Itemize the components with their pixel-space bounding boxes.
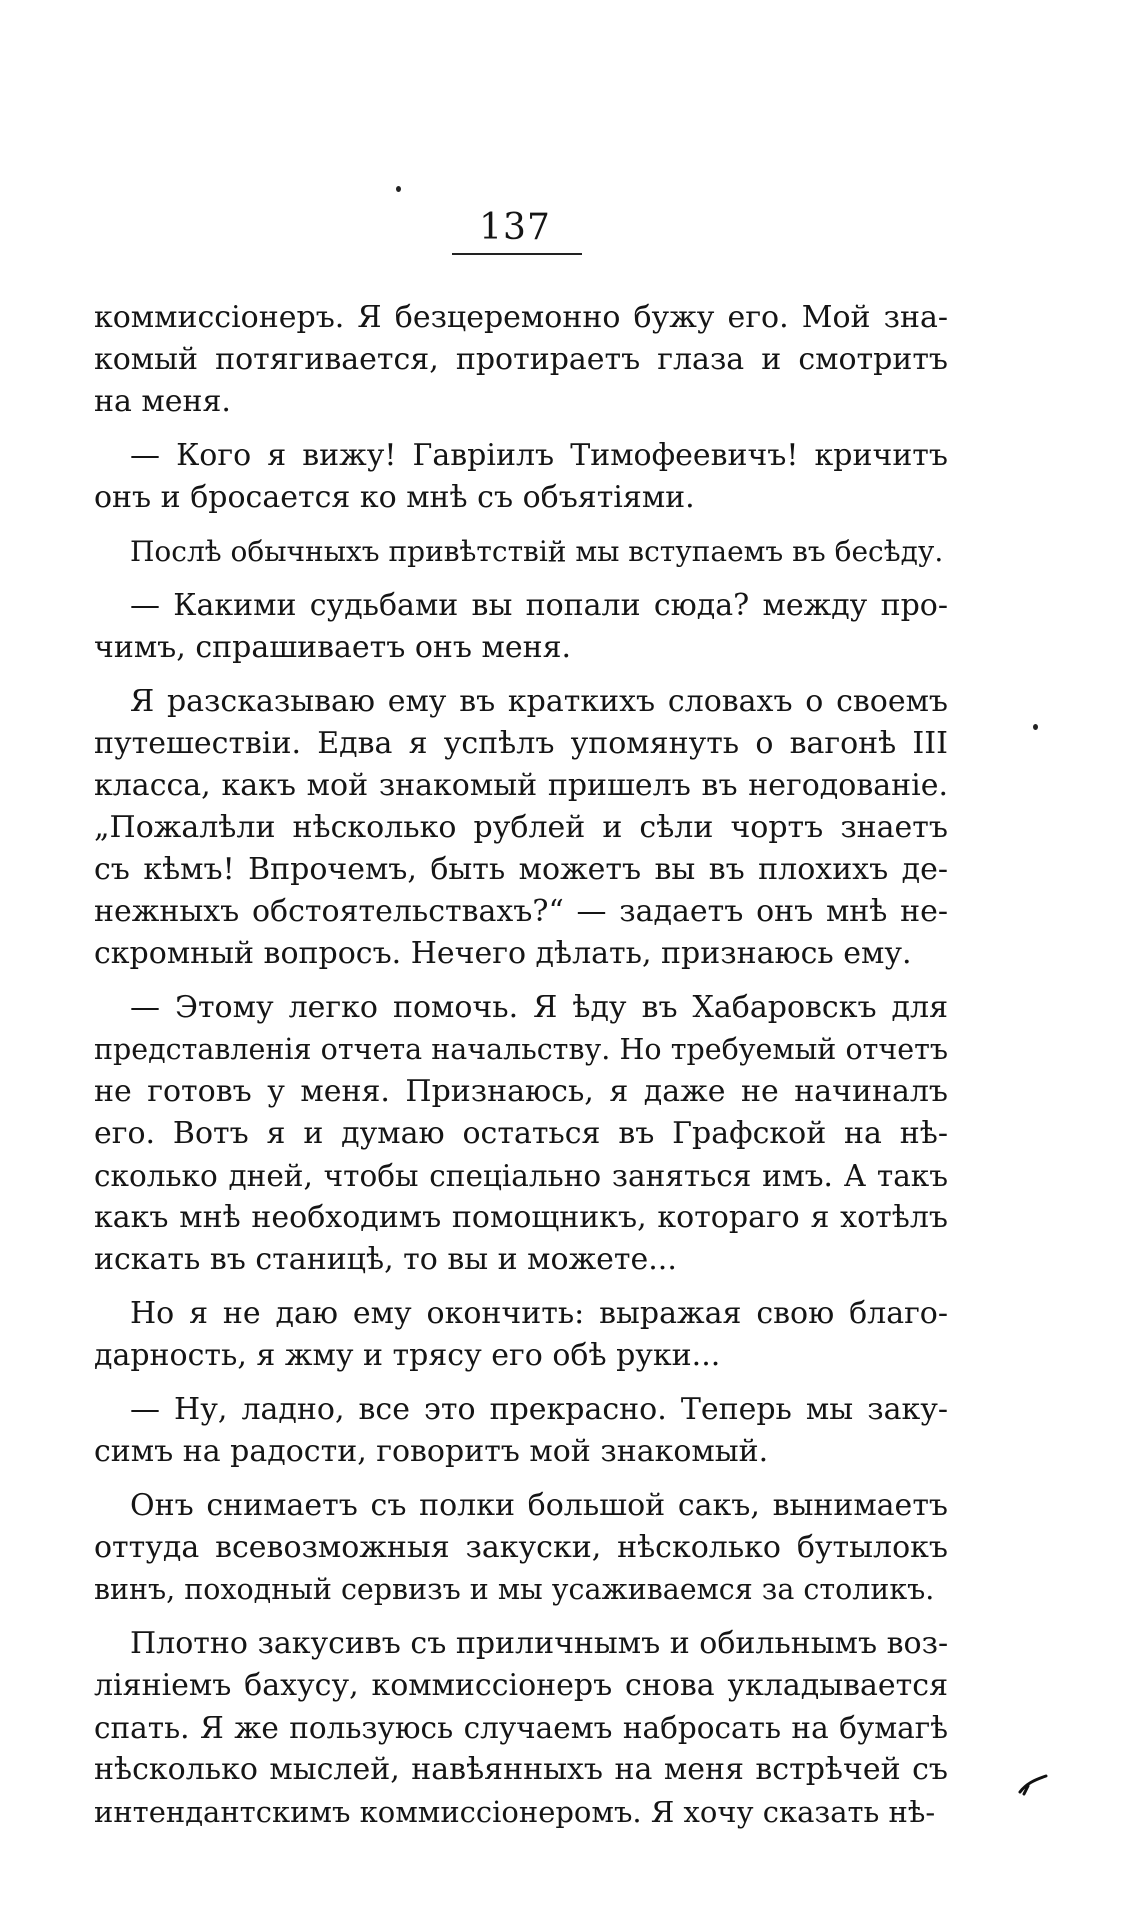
text-line: — Кого я вижу! Гавріилъ Тимофеевичъ! кричитъ [130, 438, 948, 473]
text-line: — Какими судьбами вы попали сюда? между про- [130, 588, 948, 623]
text-line: винъ, походный сервизъ и мы усаживаемся за столикъ. [94, 1573, 935, 1606]
text-line: комый потягивается, протираетъ глаза и смотритъ [94, 342, 948, 377]
text-line: Онъ снимаетъ съ полки большой сакъ, вынимаетъ [130, 1488, 948, 1523]
text-line: не готовъ у меня. Признаюсь, я даже не начиналъ [94, 1074, 948, 1109]
text-line: Но я не даю ему окончить: выражая свою благо- [130, 1296, 948, 1331]
text-line: „Пожалѣли нѣсколько рублей и сѣли чортъ знаетъ [94, 810, 948, 845]
text-line: его. Вотъ я и думаю остаться въ Графской на нѣ- [94, 1116, 948, 1151]
text-line: нежныхъ обстоятельствахъ?“ — задаетъ онъ мнѣ не- [94, 894, 948, 929]
text-line: Я разсказываю ему въ краткихъ словахъ о своемъ [130, 684, 948, 719]
text-line: нѣсколько мыслей, навѣянныхъ на меня встрѣчей съ [94, 1752, 948, 1787]
text-line: — Ну, ладно, все это прекрасно. Теперь мы заку- [130, 1392, 948, 1427]
text-line: дарность, я жму и трясу его обѣ руки... [94, 1338, 721, 1373]
pencil-mark-icon [1018, 1772, 1048, 1796]
paragraph-gap [94, 1473, 948, 1485]
paragraph-gap [94, 975, 948, 987]
text-line: интендантскимъ коммиссіонеромъ. Я хочу сказать нѣ- [94, 1795, 936, 1829]
ink-speck [396, 186, 401, 192]
text-line: съ кѣмъ! Впрочемъ, быть можетъ вы въ плохихъ де- [94, 852, 948, 887]
text-line: Послѣ обычныхъ привѣтствій мы вступаемъ въ бесѣду. [130, 535, 944, 568]
page-number: 137 [479, 207, 551, 248]
text-line: сколько дней, чтобы спеціально заняться имъ. А такъ [94, 1159, 948, 1193]
paragraph-gap [94, 1281, 948, 1293]
text-line: ліяніемъ бахусу, коммиссіонеръ снова укладывается [94, 1668, 948, 1703]
paragraph-gap [94, 1377, 948, 1389]
text-line: коммиссіонеръ. Я безцеремонно бужу его. Мой зна- [94, 300, 948, 335]
text-line: онъ и бросается ко мнѣ съ объятіями. [94, 480, 695, 515]
text-line: скромный вопросъ. Нечего дѣлать, признаюсь ему. [94, 936, 912, 971]
paragraph-gap [94, 1611, 948, 1623]
text-line: представленія отчета начальству. Но требуемый отчетъ [94, 1033, 948, 1066]
paragraph-gap [94, 573, 948, 585]
text-line: какъ мнѣ необходимъ помощникъ, котораго я хотѣлъ [94, 1200, 948, 1235]
text-line: путешествіи. Едва я успѣлъ упомянуть о вагонѣ III [94, 726, 948, 761]
body-text [94, 297, 948, 1833]
page-number-rule [452, 253, 582, 255]
text-line: Плотно закусивъ съ приличнымъ и обильнымъ воз- [130, 1626, 948, 1661]
text-line: класса, какъ мой знакомый пришелъ въ негодованіе. [94, 768, 948, 803]
paragraph-gap [94, 423, 948, 435]
text-line: симъ на радости, говоритъ мой знакомый. [94, 1434, 769, 1469]
text-line: — Этому легко помочь. Я ѣду въ Хабаровскъ для [130, 990, 948, 1025]
text-line: чимъ, спрашиваетъ онъ меня. [94, 630, 572, 665]
text-line: на меня. [94, 384, 231, 419]
text-line: спать. Я же пользуюсь случаемъ набросать на бумагѣ [94, 1711, 948, 1745]
paragraph-gap [94, 669, 948, 681]
paragraph-gap [94, 519, 948, 531]
ink-speck [1033, 724, 1038, 730]
text-line: искать въ станицѣ, то вы и можете... [94, 1242, 677, 1277]
text-line: оттуда всевозможныя закуски, нѣсколько бутылокъ [94, 1530, 948, 1565]
